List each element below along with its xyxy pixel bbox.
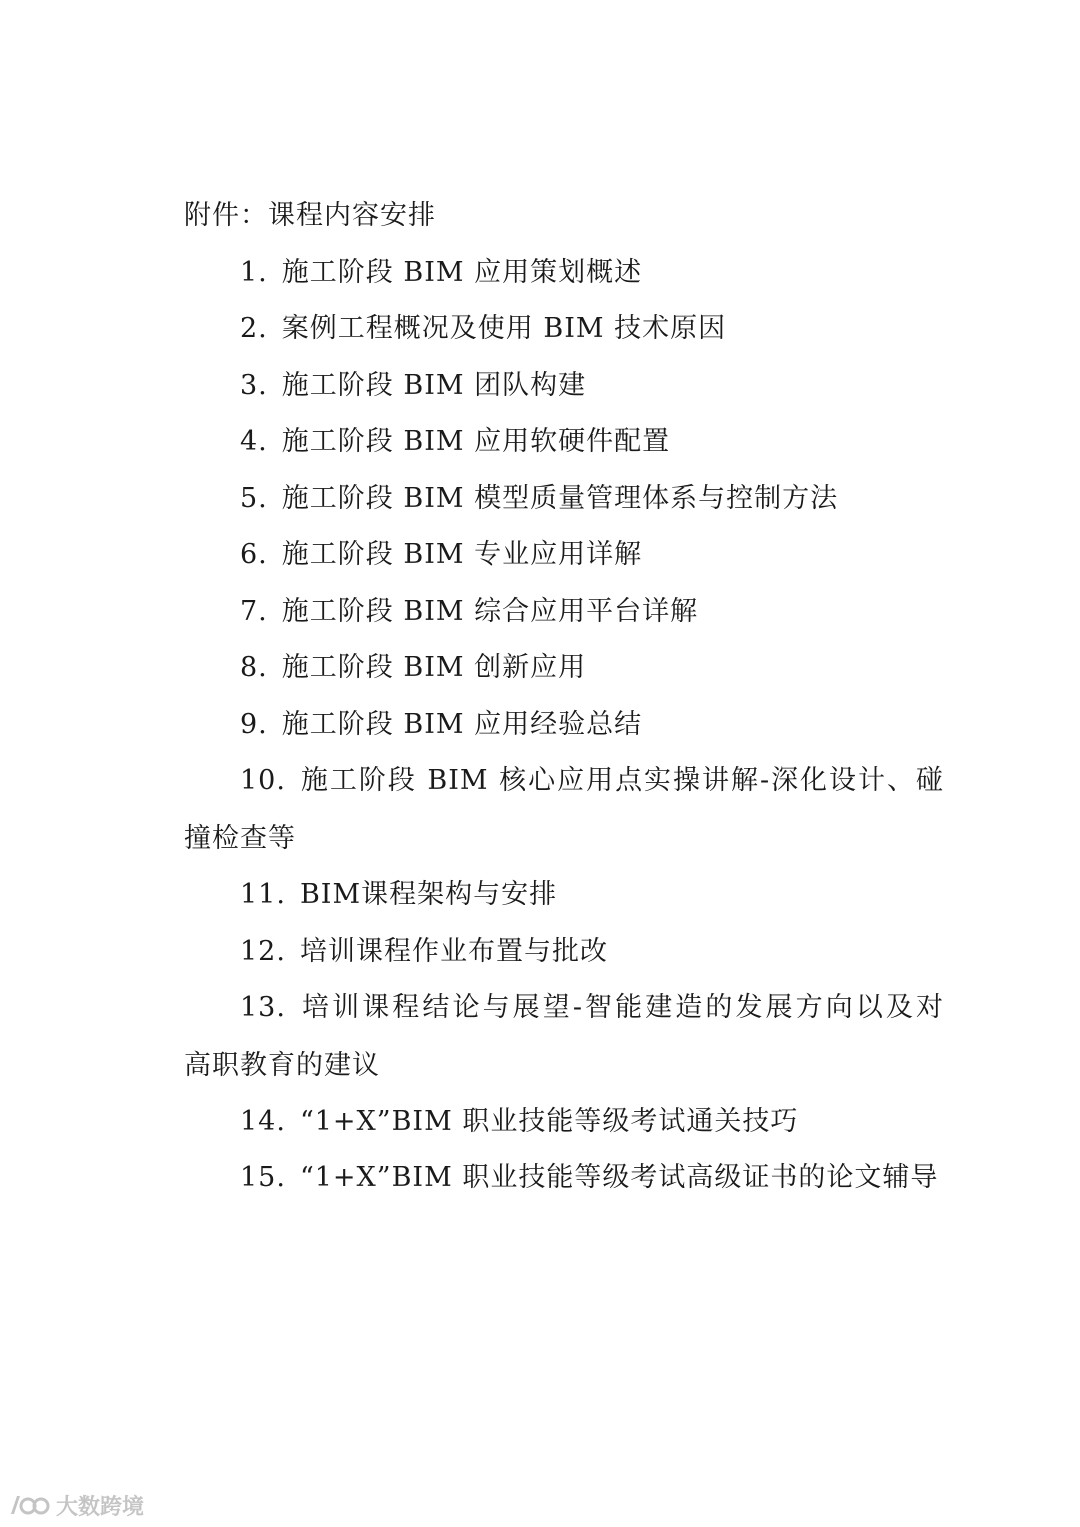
list-item-line-1	[184, 761, 944, 801]
list-item-number: 8.	[240, 652, 268, 683]
list-item-text: 施工阶段 BIM 综合应用平台详解	[281, 596, 699, 627]
list-item-10	[184, 761, 944, 859]
list-item-text: BIM课程架构与安排	[299, 879, 558, 910]
list-item-5	[240, 479, 838, 519]
list-item-number: 10.	[240, 765, 286, 796]
list-item-number: 2.	[240, 313, 268, 344]
list-item-text: 培训课程结论与展望-智能建造的发展方向以及对	[299, 992, 944, 1023]
list-item-text: 施工阶段 BIM 核心应用点实操讲解-深化设计、碰	[299, 765, 944, 796]
list-item-2	[240, 309, 726, 349]
list-item-text: 施工阶段 BIM 应用软硬件配置	[281, 426, 671, 457]
list-item-line-2: 撞检查等	[184, 823, 296, 854]
logo-icon	[8, 1492, 50, 1518]
list-item-6	[240, 535, 642, 575]
list-item-15	[240, 1158, 938, 1198]
list-item-number: 6.	[240, 539, 268, 570]
list-item-number: 9.	[240, 709, 268, 740]
list-item-text: 施工阶段 BIM 模型质量管理体系与控制方法	[281, 483, 839, 514]
list-item-11	[240, 875, 557, 915]
list-item-number: 13.	[240, 992, 286, 1023]
list-item-text: “1+X”BIM 职业技能等级考试高级证书的论文辅导	[299, 1162, 939, 1193]
list-item-13	[184, 988, 944, 1086]
list-item-7	[240, 592, 698, 632]
page-heading: 附件：课程内容安排	[184, 200, 436, 231]
list-item-3	[240, 366, 586, 406]
list-item-text: 施工阶段 BIM 应用策划概述	[281, 257, 643, 288]
list-item-12	[240, 932, 608, 972]
list-item-number: 7.	[240, 596, 268, 627]
list-item-text: 施工阶段 BIM 应用经验总结	[281, 709, 643, 740]
list-item-line-1	[184, 988, 944, 1028]
list-item-1	[240, 253, 642, 293]
watermark-text: 大数跨境	[56, 1494, 145, 1520]
list-item-14	[240, 1102, 798, 1142]
list-item-line-2: 高职教育的建议	[184, 1050, 380, 1081]
list-item-text: 施工阶段 BIM 创新应用	[281, 652, 587, 683]
list-item-text: 培训课程作业布置与批改	[299, 936, 608, 967]
list-item-number: 5.	[240, 483, 268, 514]
list-item-number: 15.	[240, 1162, 286, 1193]
list-item-text: 施工阶段 BIM 专业应用详解	[281, 539, 643, 570]
list-item-number: 14.	[240, 1106, 286, 1137]
list-item-number: 3.	[240, 370, 268, 401]
list-item-text: “1+X”BIM 职业技能等级考试通关技巧	[299, 1106, 799, 1137]
list-item-9	[240, 705, 642, 745]
list-item-text: 施工阶段 BIM 团队构建	[281, 370, 587, 401]
list-item-number: 11.	[240, 879, 286, 910]
list-item-8	[240, 648, 586, 688]
list-item-number: 4.	[240, 426, 268, 457]
watermark	[8, 1490, 144, 1520]
list-item-number: 12.	[240, 936, 286, 967]
list-item-number: 1.	[240, 257, 268, 288]
list-item-4	[240, 422, 670, 462]
list-item-text: 案例工程概况及使用 BIM 技术原因	[281, 313, 727, 344]
